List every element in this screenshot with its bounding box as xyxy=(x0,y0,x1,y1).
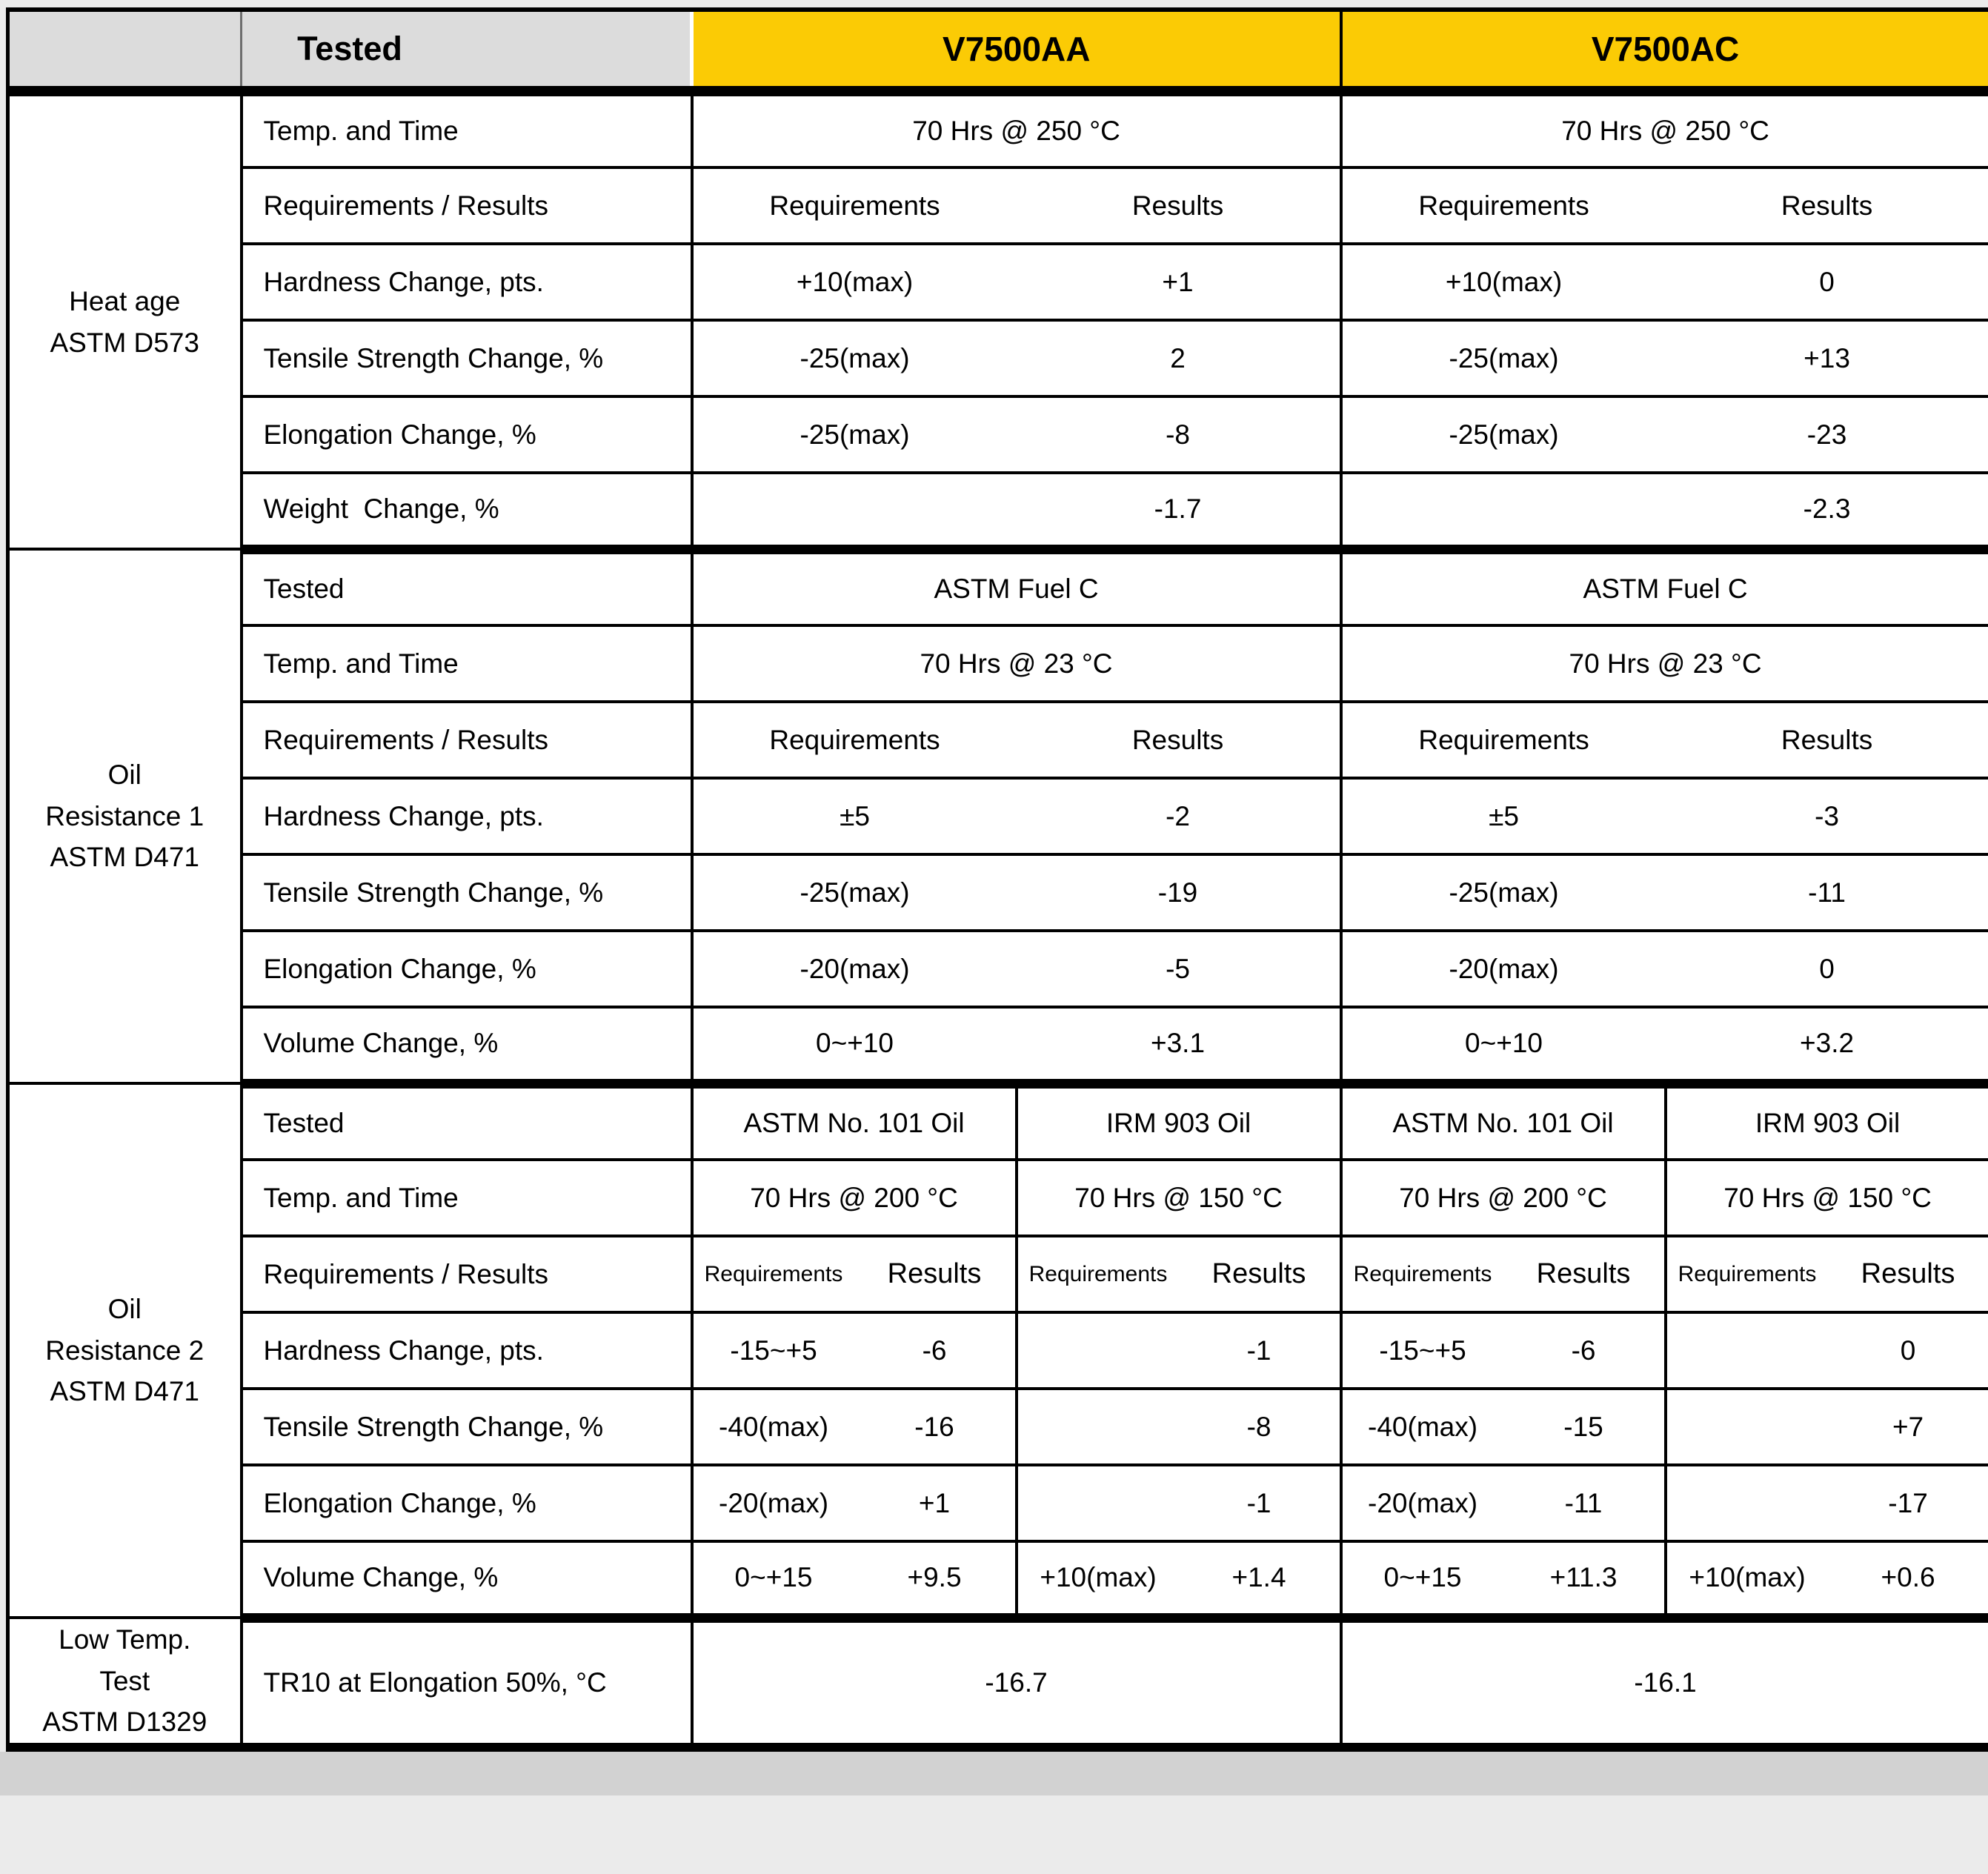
heat-age-temp-time-aa: 70 Hrs @ 250 °C xyxy=(692,91,1341,167)
heat-age-tensile-ac-res: +13 xyxy=(1666,320,1988,396)
oil2-hardness-cell: -15~+5 xyxy=(1341,1312,1503,1389)
oil2-volume-cell: +1.4 xyxy=(1179,1541,1341,1618)
row-oil2-tensile xyxy=(8,1389,1988,1465)
oil1-tested-aa: ASTM Fuel C xyxy=(692,549,1341,625)
oil2-volume-cell: +9.5 xyxy=(854,1541,1017,1618)
category-line: Test xyxy=(99,1665,150,1696)
oil2-elongation-cell: -11 xyxy=(1503,1465,1666,1541)
row-oil2-req-res xyxy=(8,1236,1988,1312)
row-oil1-elongation xyxy=(8,931,1988,1007)
oil2-elongation-cell: -20(max) xyxy=(692,1465,854,1541)
heat-age-tensile-ac-req: -25(max) xyxy=(1341,320,1666,396)
heat-age-weight-aa-res: -1.7 xyxy=(1017,473,1341,549)
row-heat-age-hardness xyxy=(8,244,1988,320)
oil1-tested-ac: ASTM Fuel C xyxy=(1341,549,1988,625)
heat-age-ac-res-header: Results xyxy=(1666,167,1988,244)
oil1-elongation-ac-res: 0 xyxy=(1666,931,1988,1007)
oil2-hardness-cell: 0 xyxy=(1828,1312,1988,1389)
row-heat-age-temp-time xyxy=(8,91,1988,167)
oil1-volume-aa-req: 0~+10 xyxy=(692,1007,1017,1083)
row-oil1-temp-time xyxy=(8,625,1988,702)
property-label: Temp. and Time xyxy=(242,91,692,167)
property-label: Hardness Change, pts. xyxy=(242,778,692,854)
row-heat-age-tensile xyxy=(8,320,1988,396)
oil1-hardness-aa-res: -2 xyxy=(1017,778,1341,854)
oil2-elongation-cell: -1 xyxy=(1179,1465,1341,1541)
oil2-elongation-cell xyxy=(1666,1465,1828,1541)
oil2-hardness-cell: -1 xyxy=(1179,1312,1341,1389)
oil2-tensile-cell: -40(max) xyxy=(692,1389,854,1465)
oil2-req-header: Requirements xyxy=(1341,1236,1503,1312)
category-heat-age xyxy=(8,91,242,549)
oil2-tensile-cell: -15 xyxy=(1503,1389,1666,1465)
property-label: Tensile Strength Change, % xyxy=(242,320,692,396)
oil2-elongation-cell: +1 xyxy=(854,1465,1017,1541)
oil1-tensile-ac-res: -11 xyxy=(1666,854,1988,931)
oil1-elongation-aa-req: -20(max) xyxy=(692,931,1017,1007)
category-line: Oil xyxy=(107,760,142,791)
property-label: Elongation Change, % xyxy=(242,1465,692,1541)
oil2-res-header: Results xyxy=(1828,1236,1988,1312)
property-label: Volume Change, % xyxy=(242,1007,692,1083)
row-heat-age-req-res xyxy=(8,167,1988,244)
low-temp-tr10-aa: -16.7 xyxy=(692,1618,1341,1747)
oil2-temp-time-aa-oil2: 70 Hrs @ 150 °C xyxy=(1017,1160,1341,1236)
heat-age-weight-ac-req xyxy=(1341,473,1666,549)
row-oil2-elongation xyxy=(8,1465,1988,1541)
heat-age-tensile-aa-req: -25(max) xyxy=(692,320,1017,396)
property-label: Tensile Strength Change, % xyxy=(242,854,692,931)
row-oil2-hardness xyxy=(8,1312,1988,1389)
oil1-hardness-ac-req: ±5 xyxy=(1341,778,1666,854)
oil1-temp-time-aa: 70 Hrs @ 23 °C xyxy=(692,625,1341,702)
oil1-volume-aa-res: +3.1 xyxy=(1017,1007,1341,1083)
oil2-tensile-cell: -40(max) xyxy=(1341,1389,1503,1465)
low-temp-tr10-ac: -16.1 xyxy=(1341,1618,1988,1747)
oil1-hardness-aa-req: ±5 xyxy=(692,778,1017,854)
property-label: Hardness Change, pts. xyxy=(242,1312,692,1389)
header-tested: Tested xyxy=(8,10,692,91)
oil1-hardness-ac-res: -3 xyxy=(1666,778,1988,854)
category-line: Oil xyxy=(107,1294,142,1325)
category-line: Resistance 2 xyxy=(45,1335,205,1366)
oil1-elongation-aa-res: -5 xyxy=(1017,931,1341,1007)
oil2-elongation-cell: -20(max) xyxy=(1341,1465,1503,1541)
oil1-aa-req-header: Requirements xyxy=(692,702,1017,778)
oil2-tensile-cell xyxy=(1666,1389,1828,1465)
test-results-table xyxy=(6,7,1988,1752)
oil2-tensile-cell: -8 xyxy=(1179,1389,1341,1465)
heat-age-weight-ac-res: -2.3 xyxy=(1666,473,1988,549)
row-oil2-temp-time xyxy=(8,1160,1988,1236)
property-label: Weight Change, % xyxy=(242,473,692,549)
category-line: Low Temp. xyxy=(59,1624,191,1655)
row-oil1-tensile xyxy=(8,854,1988,931)
category-line: ASTM D471 xyxy=(50,842,199,873)
oil1-volume-ac-res: +3.2 xyxy=(1666,1007,1988,1083)
heat-age-elongation-aa-req: -25(max) xyxy=(692,396,1017,473)
category-line: ASTM D1329 xyxy=(42,1707,207,1737)
category-line: ASTM D471 xyxy=(50,1376,199,1407)
oil2-hardness-cell: -6 xyxy=(1503,1312,1666,1389)
oil1-ac-req-header: Requirements xyxy=(1341,702,1666,778)
heat-age-hardness-ac-res: 0 xyxy=(1666,244,1988,320)
category-oil-resistance-1 xyxy=(8,549,242,1083)
oil1-volume-ac-req: 0~+10 xyxy=(1341,1007,1666,1083)
category-low-temp-test xyxy=(8,1618,242,1747)
row-oil1-tested xyxy=(8,549,1988,625)
oil2-tested-ac-oil2: IRM 903 Oil xyxy=(1666,1083,1988,1160)
category-line: Resistance 1 xyxy=(45,800,205,831)
property-label: Elongation Change, % xyxy=(242,931,692,1007)
oil1-ac-res-header: Results xyxy=(1666,702,1988,778)
heat-age-hardness-aa-res: +1 xyxy=(1017,244,1341,320)
oil1-tensile-aa-res: -19 xyxy=(1017,854,1341,931)
category-line: ASTM D573 xyxy=(50,327,199,358)
heat-age-elongation-ac-res: -23 xyxy=(1666,396,1988,473)
oil2-volume-cell: 0~+15 xyxy=(692,1541,854,1618)
oil2-tested-aa-oil1: ASTM No. 101 Oil xyxy=(692,1083,1017,1160)
oil2-tensile-cell: +7 xyxy=(1828,1389,1988,1465)
oil2-req-header: Requirements xyxy=(692,1236,854,1312)
header-product-v7500aa: V7500AA xyxy=(692,10,1341,91)
oil2-temp-time-ac-oil2: 70 Hrs @ 150 °C xyxy=(1666,1160,1988,1236)
heat-age-elongation-aa-res: -8 xyxy=(1017,396,1341,473)
bottom-shadow-strip xyxy=(0,1752,1988,1795)
heat-age-ac-req-header: Requirements xyxy=(1341,167,1666,244)
oil2-hardness-cell xyxy=(1017,1312,1179,1389)
heat-age-weight-aa-req xyxy=(692,473,1017,549)
heat-age-tensile-aa-res: 2 xyxy=(1017,320,1341,396)
oil2-tested-aa-oil2: IRM 903 Oil xyxy=(1017,1083,1341,1160)
row-heat-age-weight xyxy=(8,473,1988,549)
heat-age-aa-req-header: Requirements xyxy=(692,167,1017,244)
property-label: Hardness Change, pts. xyxy=(242,244,692,320)
oil2-hardness-cell xyxy=(1666,1312,1828,1389)
row-oil2-volume xyxy=(8,1541,1988,1618)
property-label: Elongation Change, % xyxy=(242,396,692,473)
header-row xyxy=(8,10,1988,91)
oil2-hardness-cell: -6 xyxy=(854,1312,1017,1389)
row-heat-age-elongation xyxy=(8,396,1988,473)
row-oil2-tested xyxy=(8,1083,1988,1160)
oil2-res-header: Results xyxy=(854,1236,1017,1312)
property-label: Volume Change, % xyxy=(242,1541,692,1618)
oil2-tested-ac-oil1: ASTM No. 101 Oil xyxy=(1341,1083,1666,1160)
property-label: Tested xyxy=(242,549,692,625)
heat-age-aa-res-header: Results xyxy=(1017,167,1341,244)
property-label: Requirements / Results xyxy=(242,702,692,778)
category-oil-resistance-2 xyxy=(8,1083,242,1618)
oil2-temp-time-aa-oil1: 70 Hrs @ 200 °C xyxy=(692,1160,1017,1236)
oil2-req-header: Requirements xyxy=(1666,1236,1828,1312)
oil1-tensile-aa-req: -25(max) xyxy=(692,854,1017,931)
oil2-elongation-cell xyxy=(1017,1465,1179,1541)
oil2-tensile-cell: -16 xyxy=(854,1389,1017,1465)
row-oil1-hardness xyxy=(8,778,1988,854)
property-label: Tensile Strength Change, % xyxy=(242,1389,692,1465)
oil2-volume-cell: +10(max) xyxy=(1666,1541,1828,1618)
oil2-res-header: Results xyxy=(1179,1236,1341,1312)
heat-age-elongation-ac-req: -25(max) xyxy=(1341,396,1666,473)
row-oil1-req-res xyxy=(8,702,1988,778)
heat-age-hardness-ac-req: +10(max) xyxy=(1341,244,1666,320)
oil2-tensile-cell xyxy=(1017,1389,1179,1465)
heat-age-hardness-aa-req: +10(max) xyxy=(692,244,1017,320)
heat-age-temp-time-ac: 70 Hrs @ 250 °C xyxy=(1341,91,1988,167)
oil2-volume-cell: +0.6 xyxy=(1828,1541,1988,1618)
header-product-v7500ac: V7500AC xyxy=(1341,10,1988,91)
oil2-hardness-cell: -15~+5 xyxy=(692,1312,854,1389)
oil2-volume-cell: +11.3 xyxy=(1503,1541,1666,1618)
category-line: Heat age xyxy=(69,286,181,316)
oil2-volume-cell: 0~+15 xyxy=(1341,1541,1503,1618)
oil2-res-header: Results xyxy=(1503,1236,1666,1312)
property-label: Requirements / Results xyxy=(242,1236,692,1312)
property-label: Requirements / Results xyxy=(242,167,692,244)
oil2-temp-time-ac-oil1: 70 Hrs @ 200 °C xyxy=(1341,1160,1666,1236)
oil2-volume-cell: +10(max) xyxy=(1017,1541,1179,1618)
row-oil1-volume xyxy=(8,1007,1988,1083)
property-label: Tested xyxy=(242,1083,692,1160)
property-label: Temp. and Time xyxy=(242,625,692,702)
oil1-tensile-ac-req: -25(max) xyxy=(1341,854,1666,931)
row-low-temp-tr10 xyxy=(8,1618,1988,1747)
oil2-req-header: Requirements xyxy=(1017,1236,1179,1312)
property-label: Temp. and Time xyxy=(242,1160,692,1236)
oil1-elongation-ac-req: -20(max) xyxy=(1341,931,1666,1007)
property-label: TR10 at Elongation 50%, °C xyxy=(242,1618,692,1747)
oil2-elongation-cell: -17 xyxy=(1828,1465,1988,1541)
oil1-temp-time-ac: 70 Hrs @ 23 °C xyxy=(1341,625,1988,702)
oil1-aa-res-header: Results xyxy=(1017,702,1341,778)
